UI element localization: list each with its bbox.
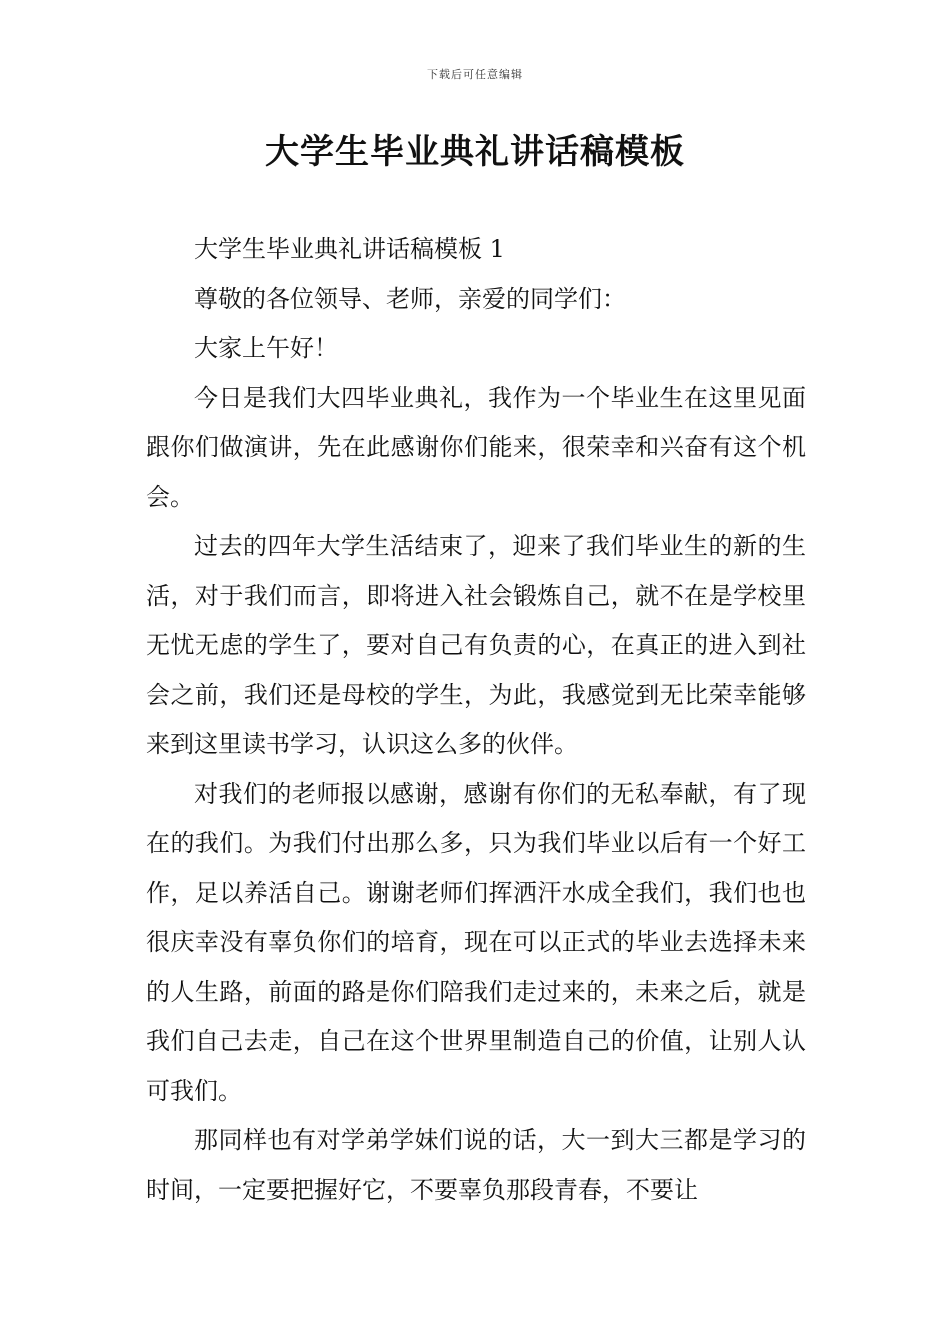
- subtitle-paragraph: 大学生毕业典礼讲话稿模板 1: [194, 235, 505, 263]
- salutation-paragraph: 尊敬的各位领导、老师，亲爱的同学们：: [194, 284, 626, 313]
- body-paragraph: 那同样也有对学弟学妹们说的话，大一到大三都是学习的时间，一定要把握好它，不要辜负那段青春，不要让: [146, 1126, 806, 1204]
- document-title: 大学生毕业典礼讲话稿模板: [265, 132, 685, 172]
- greeting-paragraph: 大家上午好！: [194, 334, 338, 362]
- body-paragraph: 今日是我们大四毕业典礼，我作为一个毕业生在这里见面跟你们做演讲，先在此感谢你们能来，很荣幸和兴奋有这个机会。: [146, 383, 806, 511]
- document-body: [146, 225, 806, 1215]
- body-paragraph: 对我们的老师报以感谢，感谢有你们的无私奉献，有了现在的我们。为我们付出那么多，只为我们毕业以后有一个好工作，足以养活自己。谢谢老师们挥洒汗水成全我们，我们也也很庆幸没有辜负你们的培育，现在可以正式的毕业去选择未来的人生路，前面的路是你们陪我们走过来的，未来之后，就是我们自己去走，自己在这个世界里制造自己的价值，让别人认可我们。: [146, 779, 806, 1105]
- header-note: 下载后可任意编辑: [427, 68, 523, 81]
- body-paragraph: 过去的四年大学生活结束了，迎来了我们毕业生的新的生活，对于我们而言，即将进入社会锻炼自己，就不在是学校里无忧无虑的学生了，要对自己有负责的心，在真正的进入到社会之前，我们还是母校的学生，为此，我感觉到无比荣幸能够来到这里读书学习，认识这么多的伙伴。: [146, 532, 806, 758]
